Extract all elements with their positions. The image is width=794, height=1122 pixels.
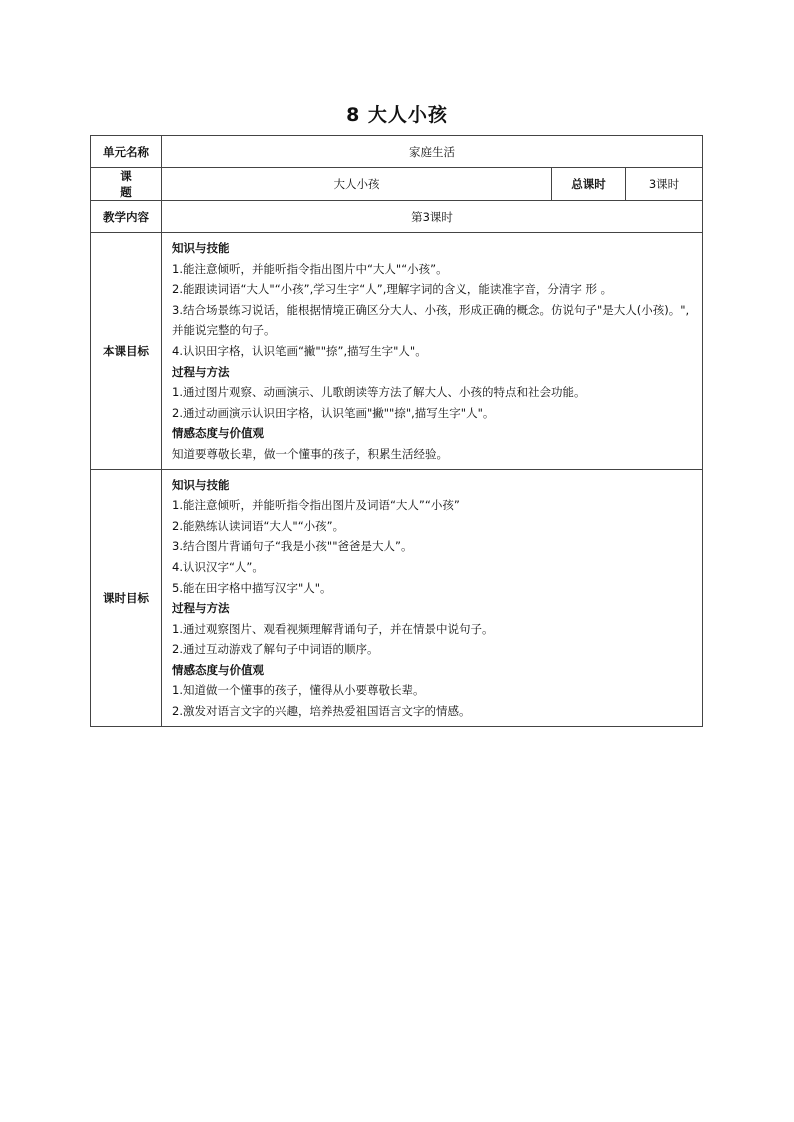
period-knowledge-item: 5.能在田字格中描写汉字"人"。 [172,580,332,595]
period-attitude-heading: 情感态度与价值观 [172,662,264,677]
period-goals-cell [162,469,703,726]
unit-label: 单元名称 [91,136,162,168]
period-attitude-item: 2.激发对语言文字的兴趣，培养热爱祖国语言文字的情感。 [172,704,471,719]
lesson-plan-table [90,135,703,727]
period-knowledge-heading: 知识与技能 [172,477,230,492]
unit-value: 家庭生活 [162,136,703,168]
period-attitude-item: 1.知道做一个懂事的孩子，懂得从小要尊敬长辈。 [172,683,425,698]
lesson-process-heading: 过程与方法 [172,364,230,379]
lesson-attitude-heading: 情感态度与价值观 [172,426,264,441]
content-label: 教学内容 [91,201,162,233]
total-periods-label: 总课时 [552,168,626,201]
topic-row [91,168,703,201]
lesson-knowledge-item: 3.结合场景练习说话，能根据情境正确区分大人、小孩，形成正确的概念。仿说句子"是大人(小孩)。",并能说完整的句子。 [172,302,690,338]
topic-label: 课题 [91,168,162,201]
period-knowledge-item: 4.认识汉字“人”。 [172,559,264,574]
lesson-goals-row [91,233,703,470]
lesson-goals-label: 本课目标 [91,233,162,470]
period-process-item: 2.通过互动游戏了解句子中词语的顺序。 [172,642,379,657]
period-process-heading: 过程与方法 [172,601,230,616]
lesson-knowledge-item: 1.能注意倾听，并能听指令指出图片中“大人"“小孩”。 [172,261,448,276]
lesson-knowledge-heading: 知识与技能 [172,241,230,255]
unit-row [91,136,703,168]
period-process-item: 1.通过观察图片、观看视频理解背诵句子，并在情景中说句子。 [172,621,494,636]
total-periods-value: 3课时 [626,168,703,201]
content-row [91,201,703,233]
period-knowledge-item: 3.结合图片背诵句子“我是小孩""爸爸是大人”。 [172,539,413,554]
lesson-knowledge-item: 4.认识田字格，认识笔画“撇""捺”,描写生字"人"。 [172,343,427,358]
period-goals-label: 课时目标 [91,469,162,726]
period-goals-row [91,469,703,726]
lesson-knowledge-item: 2.能跟读词语“大人"“小孩”,学习生字“人”,理解字词的含义，能读准字音，分清字 形 。 [172,282,613,297]
content-value: 第3课时 [162,201,703,233]
lesson-process-item: 2.通过动画演示认识田字格，认识笔画"撇""捺",描写生字"人"。 [172,405,495,420]
lesson-goals-cell [162,233,703,470]
lesson-attitude-item: 知道要尊敬长辈，做一个懂事的孩子，积累生活经验。 [172,446,448,461]
lesson-process-item: 1.通过图片观察、动画演示、儿歌朗读等方法了解大人、小孩的特点和社会功能。 [172,385,586,400]
period-knowledge-item: 2.能熟练认读词语“大人"“小孩”。 [172,518,345,533]
topic-value: 大人小孩 [162,168,552,201]
page-title: 8 大人小孩 [346,104,448,126]
period-knowledge-item: 1.能注意倾听，并能听指令指出图片及词语“大人”“小孩” [172,498,460,513]
